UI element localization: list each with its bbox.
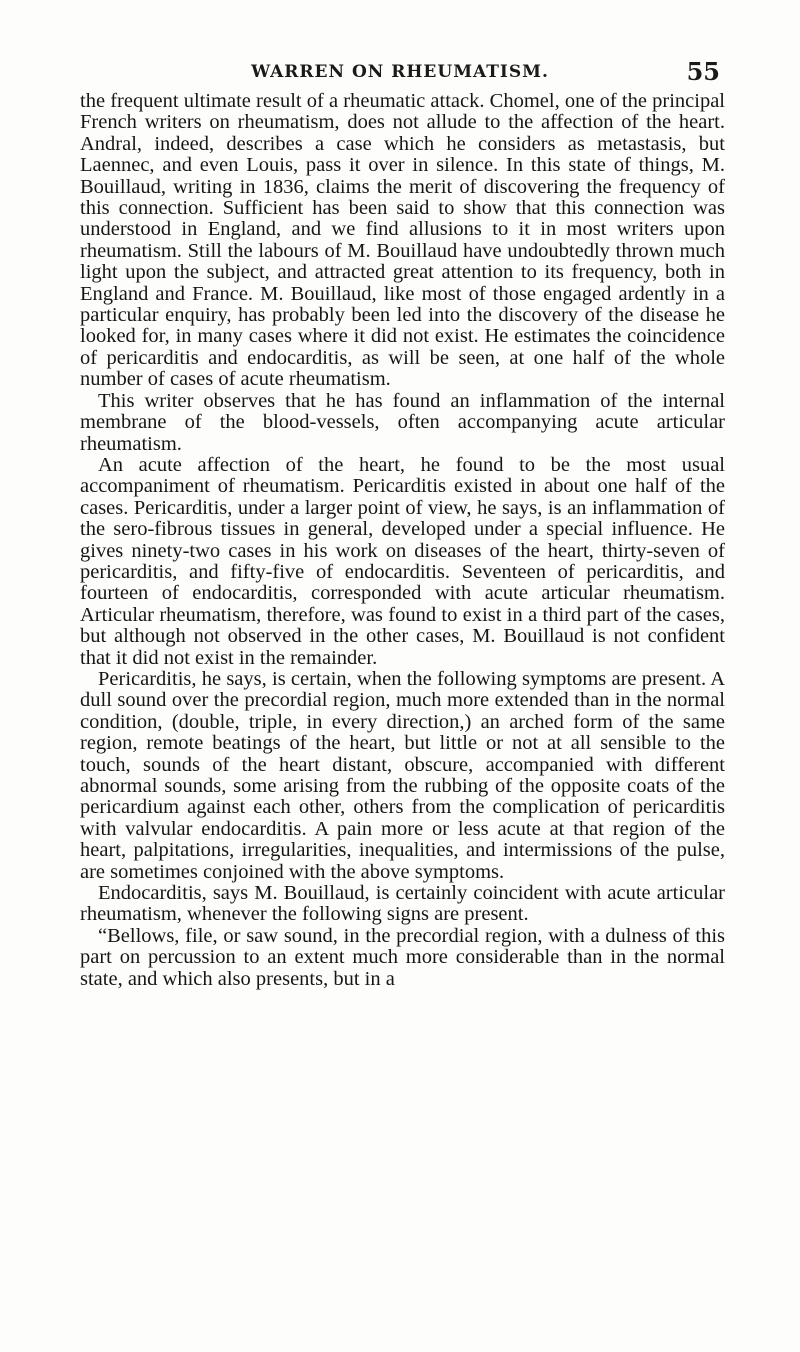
paragraph: This writer observes that he has found an inflammation of the internal membrane of the blood-vessels, often accompanying acute articular rheumatism. xyxy=(80,389,725,455)
running-title: WARREN ON RHEUMATISM. xyxy=(251,62,549,82)
body-text xyxy=(80,91,725,990)
paragraph-quotation: “Bellows, file, or saw sound, in the precordial region, with a dulness of this part on percussion to an extent much more considerable than in the normal state, and which also presents, but in a xyxy=(80,924,725,990)
page-number: 55 xyxy=(686,57,720,86)
paragraph: Pericarditis, he says, is certain, when the following symptoms are present. A dull sound over the precordial region, much more extended than in the normal condition, (double, triple, in every direction,) an arched form of the same region, remote beatings of the heart, but little or not at all sensible to the touch, sounds of the heart distant, obscure, accompanied with different abnormal sounds, some arising from the rubbing of the opposite coats of the pericardium against each other, others from the complication of pericarditis with valvular endocarditis. A pain more or less acute at that region of the heart, palpitations, irregularities, inequalities, and intermissions of the pulse, are sometimes conjoined with the above symptoms. xyxy=(80,667,725,883)
paragraph-continuation: the frequent ultimate result of a rheumatic attack. Chomel, one of the principal French writers on rheumatism, does not allude to the affection of the heart. Andral, indeed, describes a case which he considers as metastasis, but Laennec, and even Louis, pass it over in silence. In this state of things, M. Bouillaud, writing in 1836, claims the merit of discovering the frequency of this connection. Sufficient has been said to show that this connection was understood in England, and we find allusions to it in most writers upon rheumatism. Still the labours of M. Bouillaud have undoubtedly thrown much light upon the subject, and attracted great attention to its frequency, both in England and France. M. Bouillaud, like most of those engaged ardently in a particular enquiry, has probably been led into the discovery of the disease he looked for, in many cases where it did not exist. He estimates the coincidence of pericarditis and endocarditis, as will be seen, at one half of the whole number of cases of acute rheumatism. xyxy=(80,90,725,391)
running-head xyxy=(80,30,720,86)
paragraph: An acute affection of the heart, he found to be the most usual accompaniment of rheumatism. Pericarditis existed in about one half of the cases. Pericarditis, under a larger point of view, he says, is an inflammation of the sero-fibrous tissues in general, developed under a special influence. He gives ninety-two cases in his work on diseases of the heart, thirty-seven of pericarditis, and fifty-five of endocarditis. Seventeen of pericarditis, and fourteen of endocarditis, corresponded with acute articular rheumatism. Articular rheumatism, therefore, was found to exist in a third part of the cases, but although not observed in the other cases, M. Bouillaud is not confident that it did not exist in the remainder. xyxy=(80,453,725,669)
paragraph: Endocarditis, says M. Bouillaud, is certainly coincident with acute articular rheumatism, whenever the following signs are present. xyxy=(80,882,725,926)
